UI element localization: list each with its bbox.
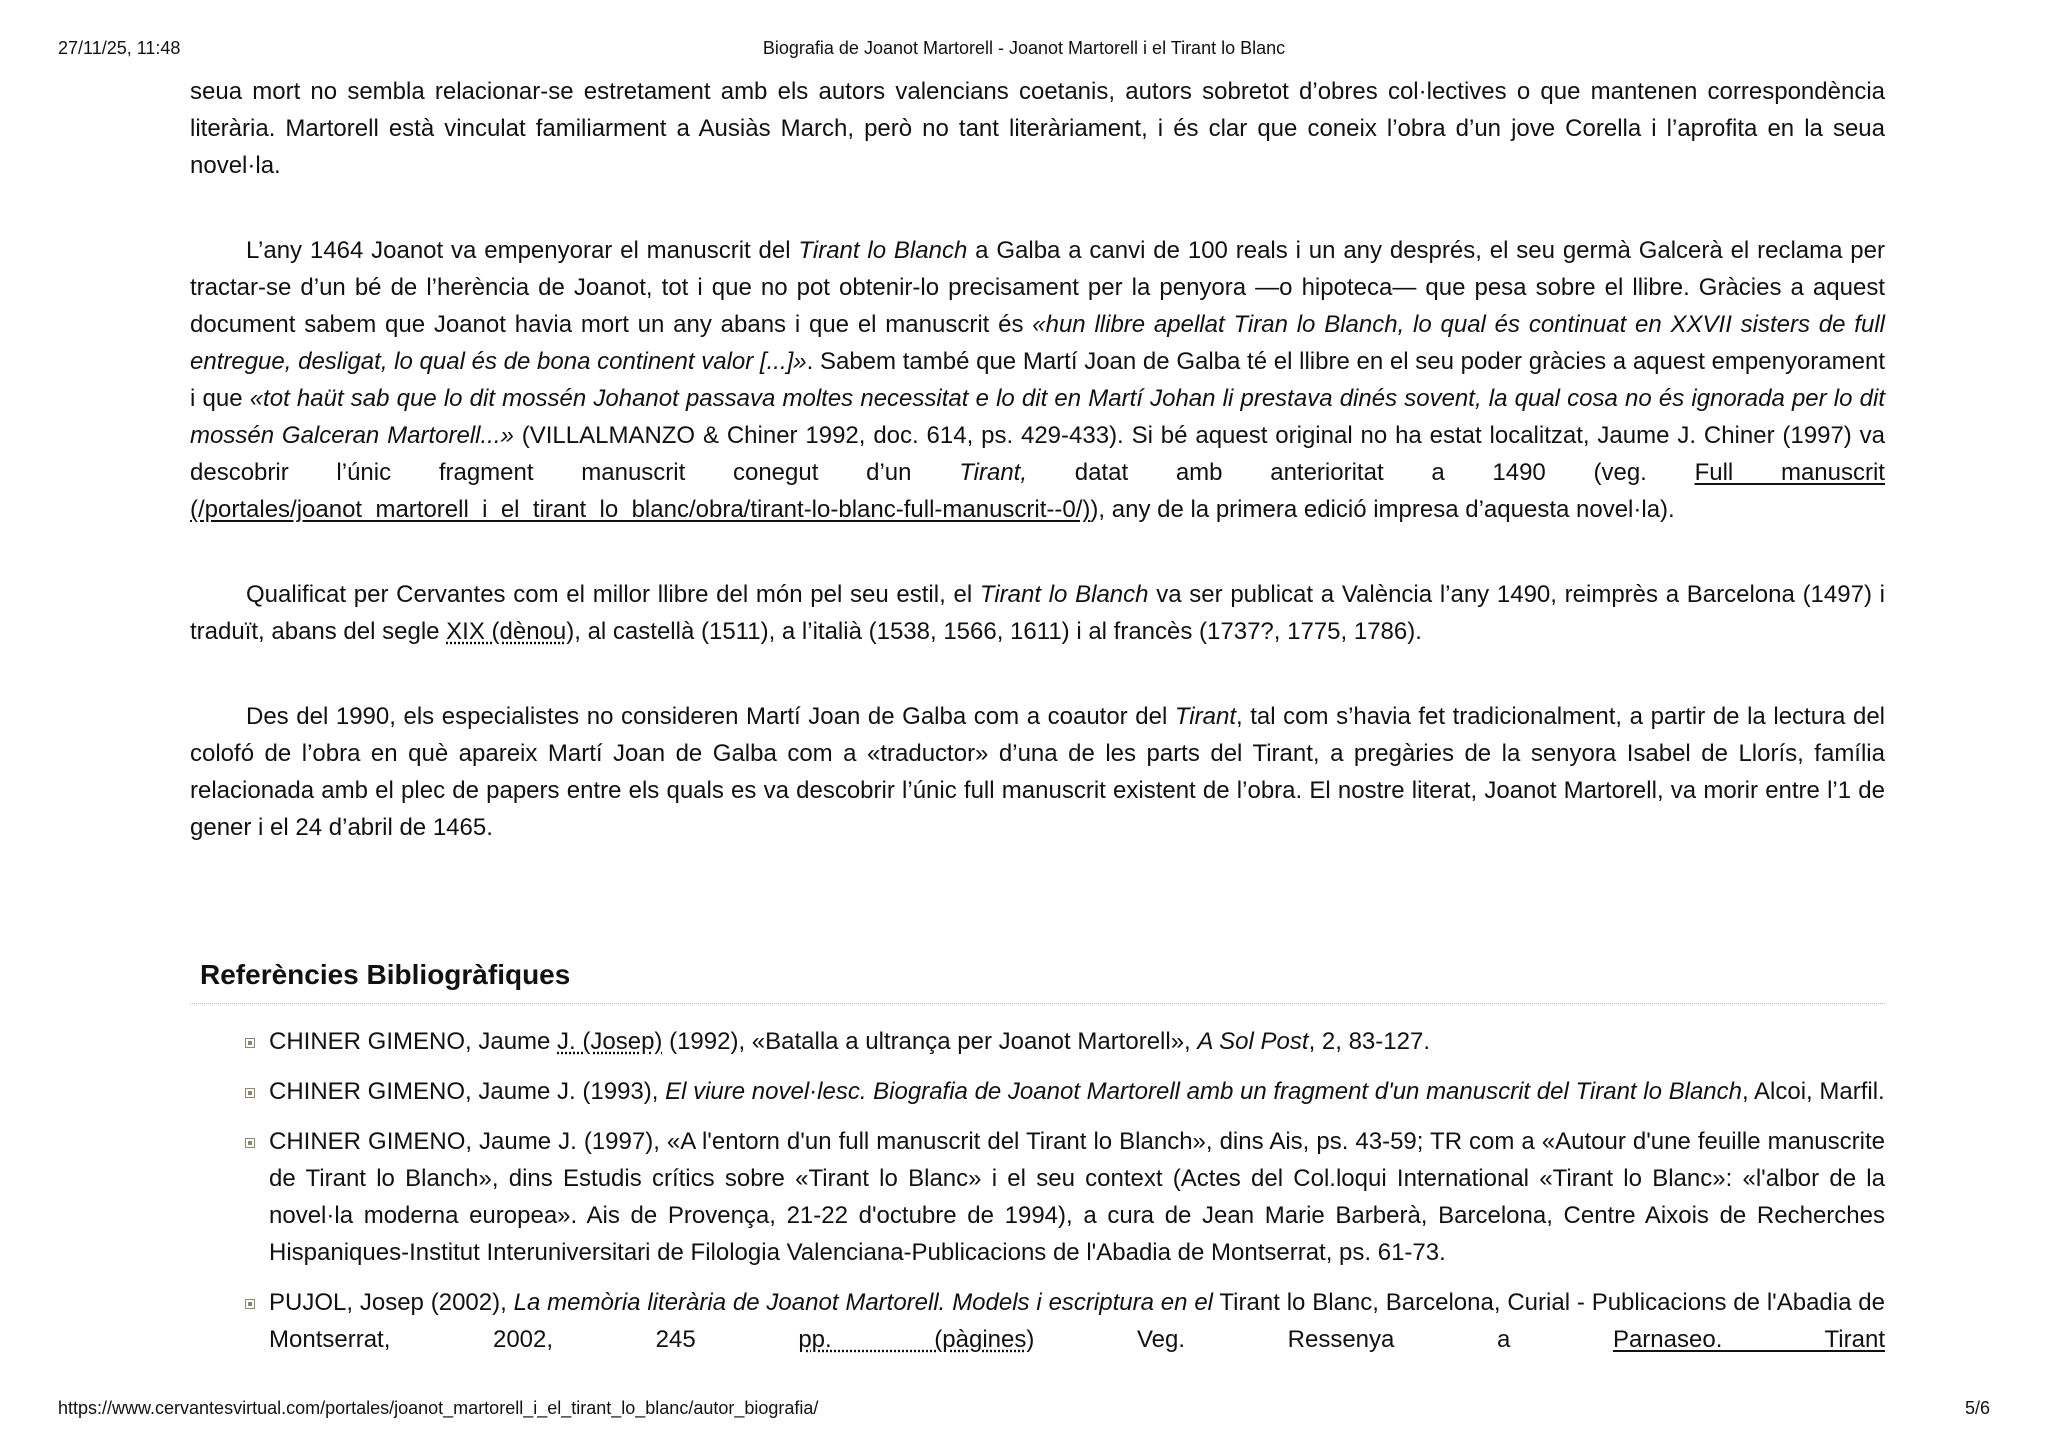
abbr-josep: J. (Josep) <box>557 1028 663 1055</box>
paragraph-1: seua mort no sembla relacionar-se estretament amb els autors valencians coetanis, autors sobretot d’obres col·lectives o que mantenen correspondència literària. Martorell està vinculat familiarment a Ausiàs March, però no tant literàriament, i és clar que coneix l’obra d’un jove Corella i l’aprofita en la seua novel·la. <box>190 78 1885 179</box>
bullet-icon <box>245 1138 255 1148</box>
abbr-xix: XIX (dènou) <box>446 618 575 645</box>
print-footer <box>58 1398 1990 1422</box>
page-number: 5/6 <box>1964 1398 1990 1418</box>
reference-item: CHINER GIMENO, Jaume J. (1997), «A l'entorn d'un full manuscrit del Tirant lo Blanch», dins Ais, ps. 43-59; TR com a «Autour d'une feuille manuscrite de Tirant lo Blanch», dins Estudis crítics sobre «Tirant lo Blanc» i el seu context (Actes del Col.loqui International «Tirant lo Blanc»: «l'albor de la novel·la moderna europea». Ais de Provença, 21-22 d'octubre de 1994), a cura de Jean Marie Barberà, Barcelona, Centre Aixois de Recherches Hispaniques-Institut Interuniversitari de Filologia Valenciana-Publicacions de l'Abadia de Montserrat, ps. 61-73. <box>245 1123 1885 1271</box>
biography-content <box>190 73 1885 846</box>
page-title: Biografia de Joanot Martorell - Joanot Martorell i el Tirant lo Blanc <box>762 38 1286 58</box>
reference-item: CHINER GIMENO, Jaume J. (Josep) (1992), «Batalla a ultrança per Joanot Martorell», A Sol Post, 2, 83-127. <box>245 1023 1885 1060</box>
paragraph-2: L’any 1464 Joanot va empenyorar el manuscrit del Tirant lo Blanch a Galba a canvi de 100 reals i un any després, el seu germà Galcerà el reclama per tractar-se d’un bé de l’herència de Joanot, tot i que no pot obtenir-lo precisament per la penyora —o hipoteca— que pesa sobre el llibre. Gràcies a aquest document sabem que Joanot havia mort un any abans i que el manuscrit és «hun llibre apellat Tiran lo Blanch, lo qual és continuat en XXVII sisters de full entregue, desligat, lo qual és de bona continent valor [...]». Sabem també que Martí Joan de Galba té el llibre en el seu poder gràcies a aquest empenyorament i que «tot haüt sab que lo dit mossén Johanot passava moltes necessitat e lo dit en Martí Johan li prestava dinés sovent, la qual cosa no és ignorada per lo dit mossén Galceran Martorell...» (VILLALMANZO & Chiner 1992, doc. 614, ps. 429-433). Si bé aquest original no ha estat localitzat, Jaume J. Chiner (1997) va descobrir l’únic fragment manuscrit conegut d’un Tirant, datat amb anterioritat a 1490 (veg. Full manuscrit (/portales/joanot_martorell_i_el_tirant_lo_blanc/obra/tirant-lo-blanc-full-manuscrit--0/)), any de la primera edició impresa d’aquesta novel·la). <box>190 237 1886 523</box>
reference-item: CHINER GIMENO, Jaume J. (1993), El viure novel·lesc. Biografia de Joanot Martorell amb un fragment d'un manuscrit del Tirant lo Blanch, Alcoi, Marfil. <box>245 1073 1885 1110</box>
parnaseo-tirant-link[interactable]: Parnaseo. Tirant <box>1612 1326 1885 1353</box>
reference-item: PUJOL, Josep (2002), La memòria literària de Joanot Martorell. Models i escriptura en el Tirant lo Blanc, Barcelona, Curial - Publicacions de l'Abadia de Montserrat, 2002, 245 pp. (pàgines) Veg. Ressenya a Parnaseo. Tirant <box>245 1284 1885 1358</box>
full-manuscrit-link[interactable]: Full manuscrit (/portales/joanot_martorell_i_el_tirant_lo_blanc/obra/tirant-lo-blanc-full-manuscrit--0/) <box>190 459 1885 523</box>
print-header <box>58 38 1990 62</box>
paragraph-3: Qualificat per Cervantes com el millor llibre del món pel seu estil, el Tirant lo Blanch va ser publicat a València l’any 1490, reimprès a Barcelona (1497) i traduït, abans del segle XIX (dènou), al castellà (1511), a l’italià (1538, 1566, 1611) i al francès (1737?, 1775, 1786). <box>190 581 1885 645</box>
print-date: 27/11/25, 11:48 <box>58 38 181 58</box>
bullet-icon <box>245 1038 255 1048</box>
references-section-header <box>190 957 1885 1004</box>
references-list <box>245 1023 1885 1371</box>
paragraph-4: Des del 1990, els especialistes no consideren Martí Joan de Galba com a coautor del Tirant, tal com s’havia fet tradicionalment, a partir de la lectura del colofó de l’obra en què apareix Martí Joan de Galba com a «traductor» d’una de les parts del Tirant, a pregàries de la senyora Isabel de Llorís, família relacionada amb el plec de papers entre els quals es va descobrir l’únic full manuscrit existent de l’obra. El nostre literat, Joanot Martorell, va morir entre l’1 de gener i el 24 d’abril de 1465. <box>190 703 1885 841</box>
abbr-pagines: pp. (pàgines) <box>798 1326 1035 1353</box>
bullet-icon <box>245 1088 255 1098</box>
bullet-icon <box>245 1299 255 1309</box>
page-url: https://www.cervantesvirtual.com/portales/joanot_martorell_i_el_tirant_lo_blanc/autor_biografia/ <box>58 1398 819 1418</box>
references-heading: Referències Bibliogràfiques <box>200 959 571 990</box>
